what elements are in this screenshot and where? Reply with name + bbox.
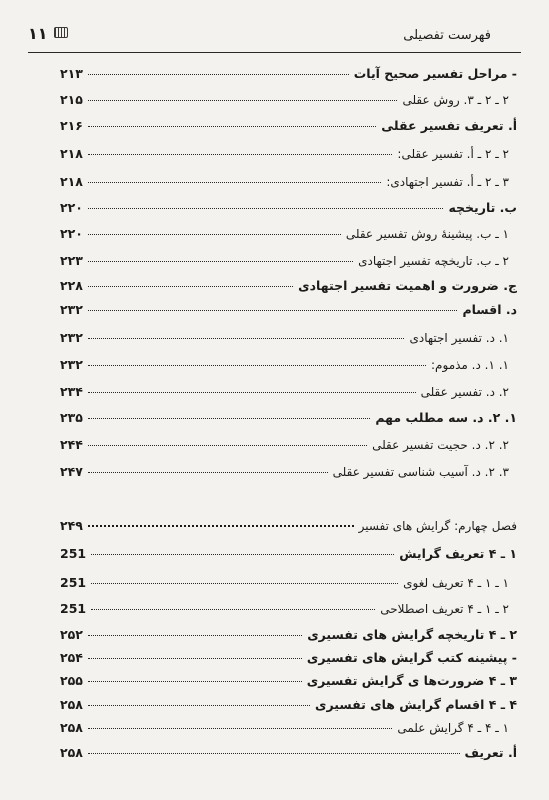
toc-entry[interactable] (60, 575, 517, 593)
toc-entry-label: ۳ ـ ۴ ضرورت‌ها ی گرایش تفسیری (306, 673, 517, 688)
toc-entry-page: ۲۲۸ (60, 278, 83, 293)
toc-entry-label: - پیشینه کتب گرایش های تفسیری (306, 650, 517, 665)
toc-entry[interactable] (60, 384, 517, 402)
toc-entry-page: ۲۳۴ (60, 384, 83, 399)
dot-leader (88, 100, 398, 101)
toc-entry-page: ۲۵۸ (60, 745, 83, 760)
toc-entry[interactable] (60, 357, 517, 375)
dot-leader (88, 126, 376, 127)
toc-entry[interactable] (60, 546, 517, 564)
toc-entry[interactable] (60, 302, 517, 320)
toc-entry-label: ۱ ـ ۱ ـ ۴ تعریف لغوی (403, 576, 509, 590)
toc-entry-label: ۱ ـ ۴ ـ ۴ گرایش علمی (397, 721, 509, 735)
dot-leader (88, 635, 302, 636)
toc-entry-label: ۲ ـ ۲ ـ أ. تفسیر عقلی: (397, 147, 509, 161)
toc-entry-label: ۳. ۲. د. آسیب شناسی تفسیر عقلی (332, 465, 509, 479)
toc-entry-label: أ. تعریف (464, 745, 517, 760)
toc-entry[interactable] (60, 200, 517, 218)
toc-entry[interactable] (60, 253, 517, 271)
toc-entry[interactable] (60, 278, 517, 296)
toc-entry[interactable] (60, 464, 517, 482)
toc-entry-label: ۱ ـ ب. پیشینهٔ روش تفسیر عقلی (345, 227, 509, 241)
toc-entry-label: ۱. ۱. د. مذموم: (431, 358, 509, 372)
toc-entry-label: فصل چهارم: گرایش های تفسیر (358, 519, 517, 533)
page-number: ۱۱ (28, 24, 48, 43)
toc-entry-page: ۲۳۲ (60, 357, 83, 372)
toc-entry[interactable] (60, 226, 517, 244)
toc-entry-label: ۲ ـ ۴ تاریخچه گرایش های تفسیری (307, 627, 517, 642)
dot-leader (88, 728, 392, 729)
header-title: فهرست تفصیلی (403, 28, 491, 43)
toc-entry-label: ۱. ۲. د. سه مطلب مهم (375, 410, 517, 425)
toc-entry-page: 251 (60, 601, 87, 616)
dot-leader (88, 472, 328, 473)
toc-entry[interactable] (60, 601, 517, 619)
toc-entry[interactable] (60, 92, 517, 110)
toc-entry[interactable] (60, 697, 517, 715)
toc-entry-page: ۲۵۲ (60, 627, 83, 642)
toc-entry-page: 251 (60, 546, 87, 561)
toc-entry-page: ۲۳۵ (60, 410, 83, 425)
dot-leader (88, 286, 293, 287)
toc-entry-label: ۲. ۲. د. حجیت تفسیر عقلی (372, 438, 509, 452)
toc-entry[interactable] (60, 330, 517, 348)
toc-entry-page: ۲۲۰ (60, 200, 83, 215)
dot-leader (91, 554, 394, 555)
toc-chapter-entry[interactable] (60, 518, 517, 536)
toc-entry-page: ۲۱۵ (60, 92, 83, 107)
toc-entry-label: د. اقسام (462, 302, 517, 317)
dot-leader (88, 74, 349, 75)
toc-entry[interactable] (60, 745, 517, 763)
dot-leader (91, 583, 398, 584)
toc-entry-label: - مراحل تفسیر صحیح آیات (353, 66, 517, 81)
dot-leader (88, 182, 381, 183)
dot-leader (88, 154, 393, 155)
toc-entry-label: ج. ضرورت و اهمیت تفسیر اجتهادی (298, 278, 517, 293)
toc-entry-page: ۲۱۸ (60, 174, 83, 189)
dot-leader (88, 705, 310, 706)
toc-entry-label: ۴ ـ ۴ اقسام گرایش های تفسیری (315, 697, 517, 712)
toc-entry-page: ۲۱۸ (60, 146, 83, 161)
dot-leader (88, 392, 416, 393)
dot-leader (88, 310, 458, 311)
dot-leader (88, 208, 444, 209)
toc-entry[interactable] (60, 437, 517, 455)
toc-entry-label: ۱ ـ ۴ تعریف گرایش (399, 546, 517, 561)
toc-entry-label: ب. تاریخچه (448, 200, 517, 215)
dot-leader (91, 609, 375, 610)
toc-entry-label: ۲ ـ ب. تاریخچه تفسیر اجتهادی (358, 254, 509, 268)
toc-entry-page: ۲۳۲ (60, 330, 83, 345)
toc-entry-page: ۲۲۳ (60, 253, 83, 268)
toc-entry[interactable] (60, 410, 517, 428)
toc-entry-page: 251 (60, 575, 87, 590)
dot-leader (88, 234, 341, 235)
toc-entry-page: ۲۴۴ (60, 437, 83, 452)
dot-leader (88, 681, 302, 682)
dot-leader (88, 261, 353, 262)
toc-entry-page: ۲۱۳ (60, 66, 83, 81)
toc-entry-label: أ. تعریف تفسیر عقلی (381, 118, 517, 133)
toc-entry-page: ۲۴۹ (60, 518, 83, 533)
header-rule (28, 52, 521, 53)
toc-entry[interactable] (60, 118, 517, 136)
toc-entry[interactable] (60, 720, 517, 738)
toc-entry-label: ۲ ـ ۱ ـ ۴ تعریف اصطلاحی (380, 602, 509, 616)
toc-entry-label: ۱. د. تفسیر اجتهادی (409, 331, 509, 345)
dot-leader (88, 658, 302, 659)
dot-leader (88, 445, 367, 446)
toc-entry-page: ۲۲۰ (60, 226, 83, 241)
toc-entry-page: ۲۱۶ (60, 118, 83, 133)
toc-entry-page: ۲۵۸ (60, 720, 83, 735)
dot-leader (88, 365, 426, 366)
toc-entry[interactable] (60, 627, 517, 645)
toc-entry-label: ۳ ـ ۲ ـ أ. تفسیر اجتهادی: (386, 175, 509, 189)
toc-entry[interactable] (60, 146, 517, 164)
book-icon (54, 27, 68, 38)
toc-entry-page: ۲۵۴ (60, 650, 83, 665)
dot-leader (88, 525, 354, 527)
dot-leader (88, 753, 460, 754)
toc-entry-page: ۲۳۲ (60, 302, 83, 317)
dot-leader (88, 338, 405, 339)
toc-entry-page: ۲۵۵ (60, 673, 83, 688)
toc-entry-label: ۲. د. تفسیر عقلی (420, 385, 509, 399)
toc-entry[interactable] (60, 174, 517, 192)
page-header (28, 22, 521, 50)
toc-entry-page: ۲۵۸ (60, 697, 83, 712)
toc-entry-label: ۲ ـ ۲ ـ ۳. روش عقلی (402, 93, 509, 107)
toc-entry[interactable] (60, 66, 517, 84)
toc-entry[interactable] (60, 650, 517, 668)
toc-entry-page: ۲۴۷ (60, 464, 83, 479)
toc-entry[interactable] (60, 673, 517, 691)
dot-leader (88, 418, 370, 419)
